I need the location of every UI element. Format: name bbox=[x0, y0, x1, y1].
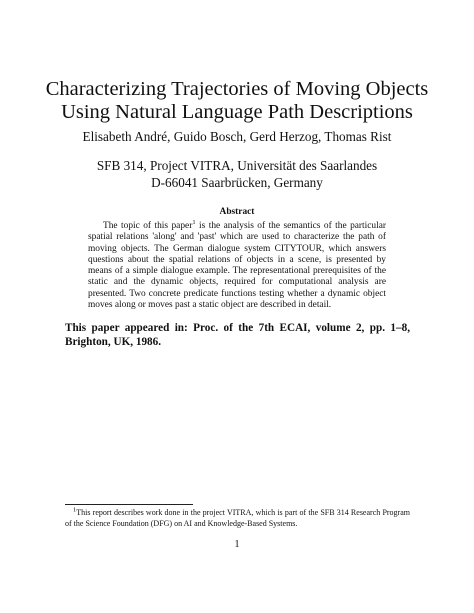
author-list: Elisabeth André, Guido Bosch, Gerd Herzog, Thomas Rist bbox=[82, 129, 392, 144]
title-line-1: Characterizing Trajectories of Moving Objects bbox=[45, 78, 429, 100]
publication-note: This paper appeared in: Proc. of the 7th ECAI, volume 2, pp. 1–8, Brighton, UK, 1986. bbox=[65, 322, 410, 348]
affiliation-line-2: D-66041 Saarbrücken, Germany bbox=[151, 175, 323, 190]
abstract-text-start: The topic of this paper bbox=[103, 221, 193, 231]
abstract-text-rest: is the analysis of the semantics of the particular spatial relations 'along' and 'past' which are used to characterize the path of moving objects. The German dialogue system CITYTOUR, which answers questions about the spatial relations of objects in a scene, is presented by means of a simple dialogue example. The representational prerequisites of the static and the dynamic objects, required for computational analysis are presented. Two concrete predicate functions testing whether a dynamic object moves along or moves past a static object are described in detail. bbox=[88, 221, 386, 311]
footnote-divider bbox=[65, 504, 193, 505]
title-line-2: Using Natural Language Path Descriptions bbox=[61, 101, 413, 123]
affiliation bbox=[0, 157, 474, 191]
page-number: 1 bbox=[234, 539, 240, 550]
affiliation-line-1: SFB 314, Project VITRA, Universität des Saarlandes bbox=[96, 158, 378, 173]
footnote bbox=[65, 508, 410, 529]
paper-title bbox=[0, 78, 474, 124]
abstract-body bbox=[88, 218, 386, 311]
footnote-text: This report describes work done in the project VITRA, which is part of the SFB 314 Research Program of the Science Foundation (DFG) on AI and Knowledge-Based Systems. bbox=[65, 508, 410, 528]
footnote-mark: 1 bbox=[73, 506, 77, 514]
footnote-reference: 1 bbox=[192, 218, 196, 226]
abstract-heading: Abstract bbox=[219, 207, 255, 217]
